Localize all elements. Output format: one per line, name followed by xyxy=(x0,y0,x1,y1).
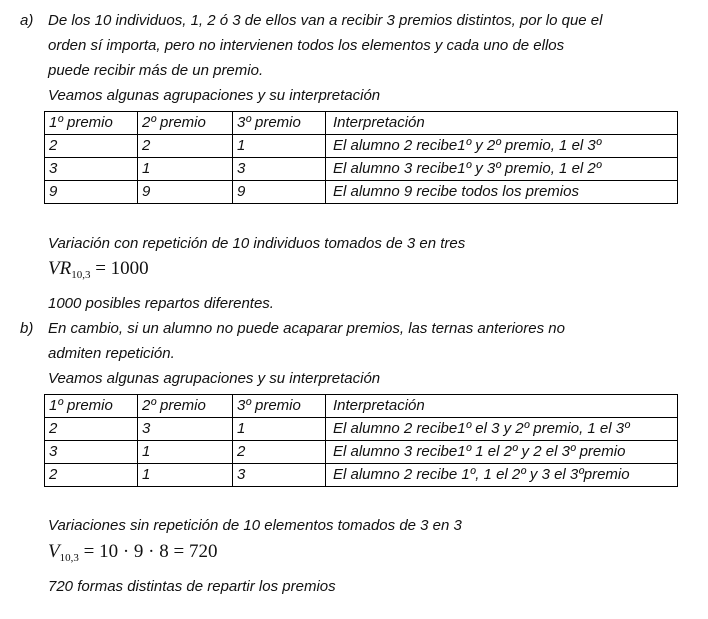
formula-rhs: = 1000 xyxy=(90,258,149,279)
part-b-label: b) xyxy=(20,320,34,337)
part-b-line: En cambio, si un alumno no puede acaparar premios, las ternas anteriores no xyxy=(48,320,565,337)
table-header-cell: Interpretación xyxy=(326,112,678,135)
part-a-table xyxy=(44,111,678,204)
table-row xyxy=(45,441,678,464)
part-b-line: admiten repetición. xyxy=(48,345,175,362)
part-a-result-text: 1000 posibles repartos diferentes. xyxy=(48,295,274,312)
table-cell: 2 xyxy=(138,135,233,158)
table-cell: El alumno 3 recibe1º 1 el 2º y 2 el 3º premio xyxy=(326,441,678,464)
part-a-line: puede recibir más de un premio. xyxy=(48,62,264,79)
table-row xyxy=(45,158,678,181)
part-b-result-text: 720 formas distintas de repartir los premios xyxy=(48,578,336,595)
table-cell: El alumno 2 recibe1º y 2º premio, 1 el 3º xyxy=(326,135,678,158)
part-a-paragraph xyxy=(48,8,688,108)
table-row xyxy=(45,135,678,158)
table-header-cell: Interpretación xyxy=(326,395,678,418)
table-cell: 3 xyxy=(45,441,138,464)
table-cell: 3 xyxy=(138,418,233,441)
part-b-formula xyxy=(48,541,217,564)
table-header-cell: 3º premio xyxy=(233,395,326,418)
part-a-conclusion-text: Variación con repetición de 10 individuos tomados de 3 en tres xyxy=(48,235,466,252)
part-a-formula xyxy=(48,258,149,281)
part-b-paragraph xyxy=(48,316,688,391)
table-header-row xyxy=(45,112,678,135)
table-header-cell: 1º premio xyxy=(45,112,138,135)
table-cell: 3 xyxy=(45,158,138,181)
part-a-table-caption: Veamos algunas agrupaciones y su interpretación xyxy=(48,87,381,104)
part-a-line: orden sí importa, pero no intervienen todos los elementos y cada uno de ellos xyxy=(48,37,565,54)
table-row xyxy=(45,418,678,441)
table-cell: 9 xyxy=(45,181,138,204)
formula-subscript: 10,3 xyxy=(59,552,79,564)
table-cell: 1 xyxy=(138,441,233,464)
table-cell: 2 xyxy=(45,135,138,158)
table-cell: 2 xyxy=(233,441,326,464)
table-cell: 9 xyxy=(138,181,233,204)
formula-symbol: VR xyxy=(48,258,72,279)
table-cell: 1 xyxy=(233,418,326,441)
table-cell: 1 xyxy=(233,135,326,158)
part-a-result xyxy=(48,291,688,316)
part-b-conclusion-text: Variaciones sin repetición de 10 elementos tomados de 3 en 3 xyxy=(48,517,462,534)
formula-symbol: V xyxy=(48,541,60,562)
table-header-cell: 2º premio xyxy=(138,395,233,418)
table-cell: 2 xyxy=(45,464,138,487)
table-cell: El alumno 2 recibe 1º, 1 el 2º y 3 el 3ºpremio xyxy=(326,464,678,487)
table-cell: 2 xyxy=(45,418,138,441)
part-b-conclusion xyxy=(48,513,688,538)
table-row xyxy=(45,181,678,204)
part-a-conclusion xyxy=(48,231,688,256)
table-cell: 9 xyxy=(233,181,326,204)
table-cell: 3 xyxy=(233,158,326,181)
part-a-line: De los 10 individuos, 1, 2 ó 3 de ellos van a recibir 3 premios distintos, por lo que el xyxy=(48,12,603,29)
part-b-result xyxy=(48,574,688,599)
table-cell: El alumno 9 recibe todos los premios xyxy=(326,181,678,204)
table-header-cell: 1º premio xyxy=(45,395,138,418)
part-b-table xyxy=(44,394,678,487)
table-row xyxy=(45,464,678,487)
formula-subscript: 10,3 xyxy=(71,269,91,281)
table-cell: El alumno 2 recibe1º el 3 y 2º premio, 1 el 3º xyxy=(326,418,678,441)
part-b-table-caption: Veamos algunas agrupaciones y su interpretación xyxy=(48,370,381,387)
table-cell: 1 xyxy=(138,464,233,487)
table-cell: El alumno 3 recibe1º y 3º premio, 1 el 2º xyxy=(326,158,678,181)
table-header-row xyxy=(45,395,678,418)
table-header-cell: 3º premio xyxy=(233,112,326,135)
part-a-label: a) xyxy=(20,12,34,29)
table-cell: 3 xyxy=(233,464,326,487)
table-header-cell: 2º premio xyxy=(138,112,233,135)
formula-rhs: = 10 · 9 · 8 = 720 xyxy=(78,541,218,562)
table-cell: 1 xyxy=(138,158,233,181)
